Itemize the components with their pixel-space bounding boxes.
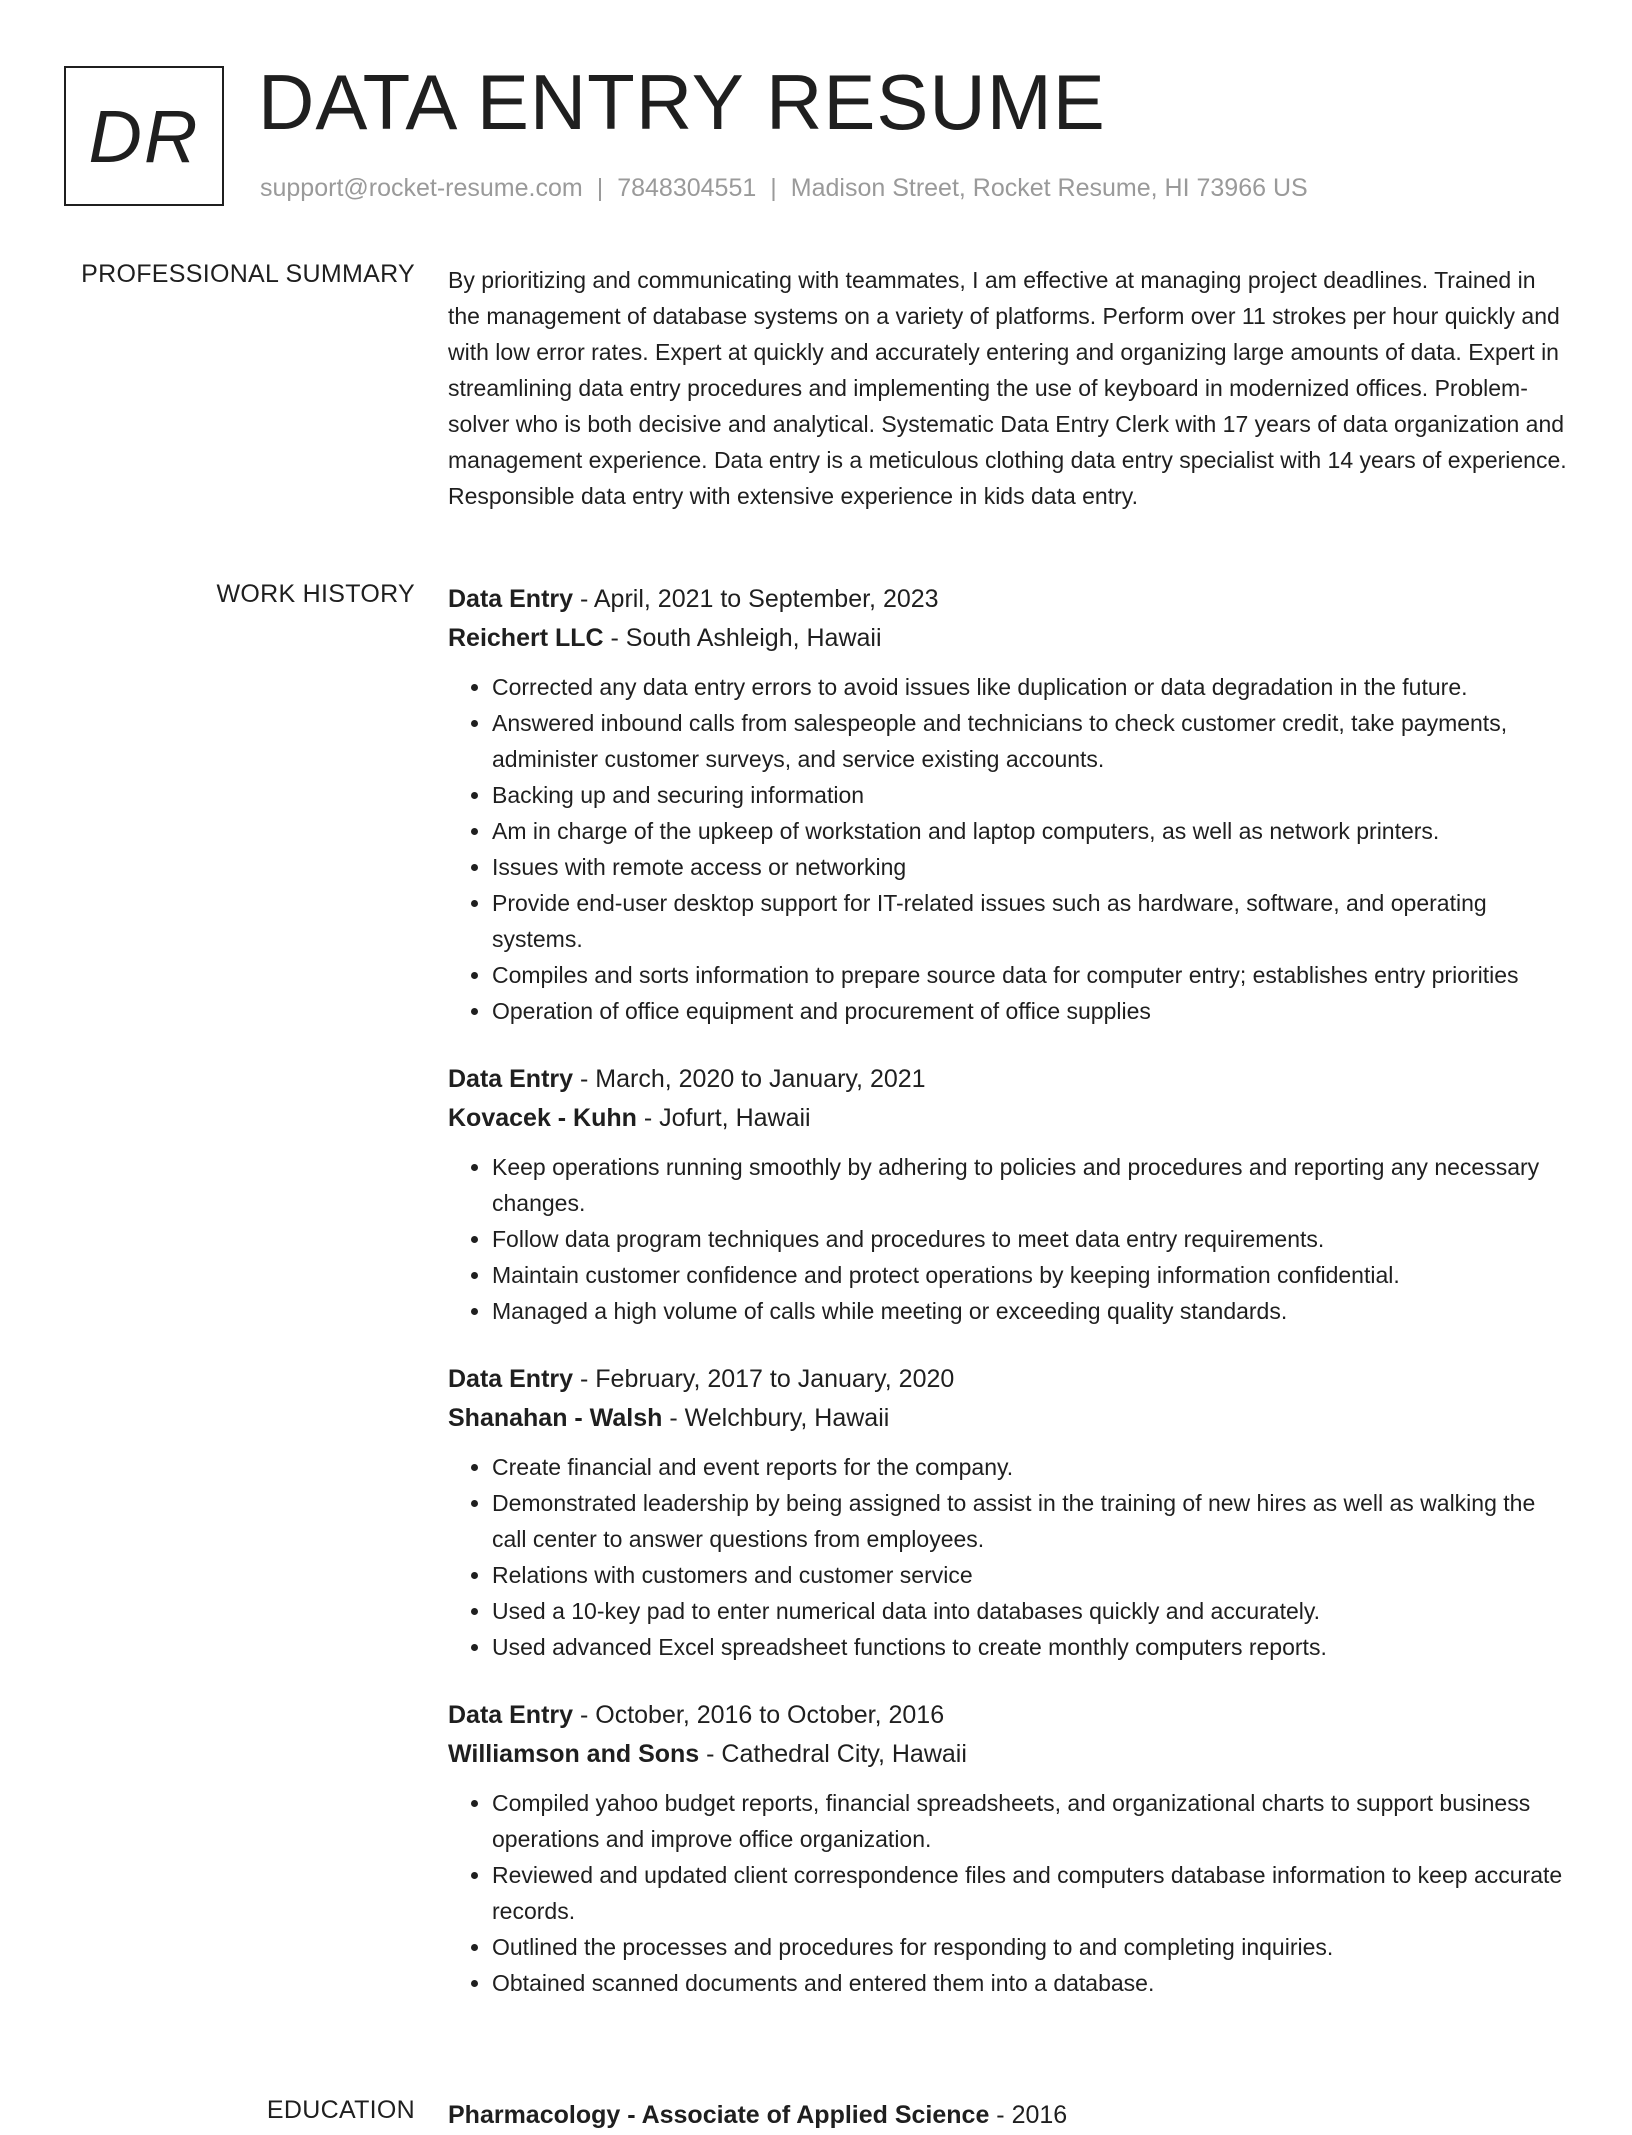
- job-bullet: • Obtained scanned documents and entered them into a database.: [492, 1965, 1568, 2001]
- job-bullets: [448, 1449, 1568, 1665]
- job-bullet: • Operation of office equipment and procurement of office supplies: [492, 993, 1568, 1029]
- summary-section-label: PROFESSIONAL SUMMARY: [81, 260, 415, 288]
- job-dates: - April, 2021 to September, 2023: [573, 585, 939, 613]
- job-dates: - February, 2017 to January, 2020: [573, 1365, 955, 1393]
- job-title: Data Entry: [448, 1701, 574, 1729]
- job-bullet: • Backing up and securing information: [492, 777, 1568, 813]
- job-company: Reichert LLC: [448, 624, 604, 652]
- job-location: - South Ashleigh, Hawaii: [603, 624, 882, 652]
- job-entry: [448, 1696, 1568, 2001]
- job-bullet: • Relations with customers and customer service: [492, 1557, 1568, 1593]
- job-title: Data Entry: [448, 1365, 574, 1393]
- summary-text: By prioritizing and communicating with teammates, I am effective at managing project deadlines. Trained in the management of database systems on a variety of platforms. Perform over 11 strokes per hour quickly and with low error rates. Expert at quickly and accurately entering and organizing large amounts of data. Expert in streamlining data entry procedures and implementing the use of keyboard in modernized offices. Problem-solver who is both decisive and analytical. Systematic Data Entry Clerk with 17 years of data organization and management experience. Data entry is a meticulous clothing data entry specialist with 14 years of experience. Responsible data entry with extensive experience in kids data entry.: [448, 267, 1567, 509]
- contact-address: Madison Street, Rocket Resume, HI 73966 US: [790, 174, 1308, 202]
- job-company-line: [448, 1399, 1568, 1438]
- job-bullet: • Am in charge of the upkeep of workstation and laptop computers, as well as network printers.: [492, 813, 1568, 849]
- job-title: Data Entry: [448, 1065, 574, 1093]
- contact-email[interactable]: support@rocket-resume.com: [260, 174, 583, 202]
- job-bullet: • Used a 10-key pad to enter numerical data into databases quickly and accurately.: [492, 1593, 1568, 1629]
- job-bullet: • Compiled yahoo budget reports, financial spreadsheets, and organizational charts to support business operations and improve office organization.: [492, 1785, 1568, 1857]
- job-title: Data Entry: [448, 585, 574, 613]
- job-dates: - March, 2020 to January, 2021: [573, 1065, 926, 1093]
- job-title-line: [448, 1360, 1568, 1399]
- job-entry: [448, 1060, 1568, 1329]
- contact-line: [260, 174, 1308, 203]
- resume-title: DATA ENTRY RESUME: [258, 58, 1106, 146]
- job-bullets: [448, 1149, 1568, 1329]
- job-company-line: [448, 619, 1568, 658]
- job-bullet: • Keep operations running smoothly by adhering to policies and procedures and reporting any necessary changes.: [492, 1149, 1568, 1221]
- job-bullet: • Managed a high volume of calls while meeting or exceeding quality standards.: [492, 1293, 1568, 1329]
- job-bullets: [448, 1785, 1568, 2001]
- job-location: - Welchbury, Hawaii: [662, 1404, 890, 1432]
- job-bullet: • Corrected any data entry errors to avoid issues like duplication or data degradation in the future.: [492, 669, 1568, 705]
- job-location: - Cathedral City, Hawaii: [699, 1740, 967, 1768]
- education-year: - 2016: [989, 2101, 1068, 2129]
- job-bullet: • Maintain customer confidence and protect operations by keeping information confidential.: [492, 1257, 1568, 1293]
- job-company-line: [448, 1099, 1568, 1138]
- job-bullet: • Compiles and sorts information to prepare source data for computer entry; establishes entry priorities: [492, 957, 1568, 993]
- job-bullet: • Create financial and event reports for the company.: [492, 1449, 1568, 1485]
- job-bullet: • Issues with remote access or networking: [492, 849, 1568, 885]
- job-bullet: • Used advanced Excel spreadsheet functions to create monthly computers reports.: [492, 1629, 1568, 1665]
- job-bullet: • Answered inbound calls from salespeople and technicians to check customer credit, take payments, administer customer surveys, and service existing accounts.: [492, 705, 1568, 777]
- job-company-line: [448, 1735, 1568, 1774]
- contact-phone[interactable]: 7848304551: [617, 174, 757, 202]
- job-bullet: • Reviewed and updated client correspondence files and computers database information to keep accurate records.: [492, 1857, 1568, 1929]
- job-bullet: • Outlined the processes and procedures for responding to and completing inquiries.: [492, 1929, 1568, 1965]
- contact-separator: |: [770, 174, 777, 202]
- job-bullet: • Follow data program techniques and procedures to meet data entry requirements.: [492, 1221, 1568, 1257]
- monogram-initials: DR: [88, 94, 200, 178]
- job-company: Shanahan - Walsh: [448, 1404, 663, 1432]
- job-company: Williamson and Sons: [448, 1740, 700, 1768]
- job-title-line: [448, 1696, 1568, 1735]
- work-section-label: WORK HISTORY: [216, 580, 415, 608]
- job-entry: [448, 580, 1568, 1029]
- job-bullet: • Provide end-user desktop support for IT-related issues such as hardware, software, and operating systems.: [492, 885, 1568, 957]
- job-title-line: [448, 1060, 1568, 1099]
- job-company: Kovacek - Kuhn: [448, 1104, 637, 1132]
- job-dates: - October, 2016 to October, 2016: [573, 1701, 945, 1729]
- job-bullets: [448, 669, 1568, 1029]
- job-location: - Jofurt, Hawaii: [636, 1104, 811, 1132]
- education-line: [448, 2096, 1568, 2135]
- contact-separator: |: [596, 174, 604, 202]
- job-title-line: [448, 580, 1568, 619]
- education-degree: Pharmacology - Associate of Applied Science: [448, 2101, 990, 2129]
- work-history: [448, 580, 1568, 2032]
- education-section-label: EDUCATION: [266, 2096, 415, 2124]
- job-entry: [448, 1360, 1568, 1665]
- monogram-logo: [64, 66, 224, 206]
- job-bullet: • Demonstrated leadership by being assigned to assist in the training of new hires as well as walking the call center to answer questions from employees.: [492, 1485, 1568, 1557]
